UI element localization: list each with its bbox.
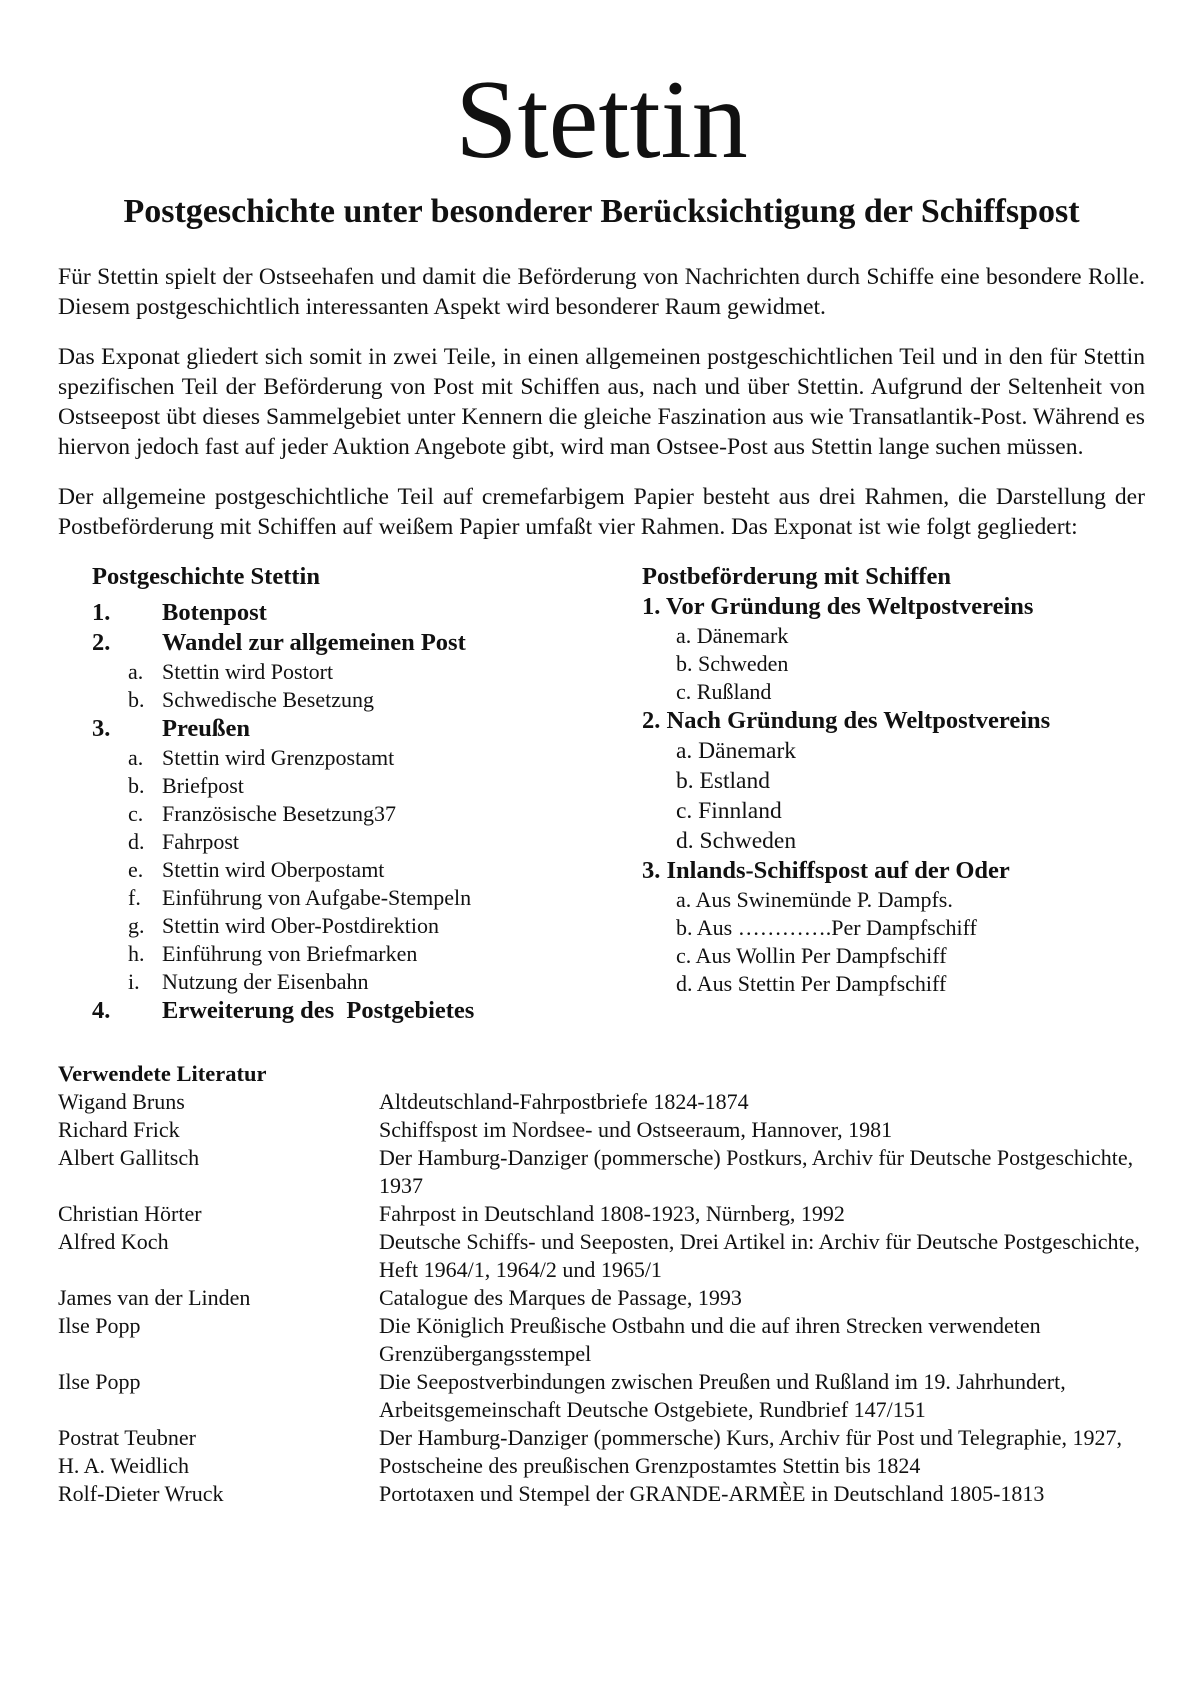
item-letter: c. (128, 801, 144, 826)
outline-item: d. Schweden (676, 828, 797, 854)
literature-title: Fahrpost in Deutschland 1808-1923, Nürnberg, 1992 (379, 1201, 845, 1226)
structure-paragraph: Das Exponat gliedert sich somit in zwei Teile, in einen allgemeinen postgeschichtlichen Teil und in den für Stettin spezifischen Teil der Beförderung von Post mit Schiffen aus, nach und über Stettin. Aufgrund der Seltenheit von Ostseepost übt dieses Sammelgebiet unter Kennern die gleiche Faszination aus wie Transatlantik-Post. Während es hiervon jedoch fast auf jeder Auktion Angebote gibt, wird man Ostsee-Post aus Stettin lange suchen müssen. (58, 344, 1145, 460)
outline-item (92, 856, 642, 884)
literature-title: Portotaxen und Stempel der GRANDE-ARMÈE in Deutschland 1805-1813 (379, 1481, 1045, 1506)
literature-author: Wigand Bruns (58, 1089, 185, 1114)
outline-item (92, 800, 642, 828)
outline-section (92, 996, 642, 1026)
outline-item (92, 744, 642, 772)
outline-section (92, 628, 642, 658)
literature-title: Die Königlich Preußische Ostbahn und die auf ihren Strecken verwendeten Grenzübergangsstempel (379, 1313, 1041, 1366)
literature-title: Catalogue des Marques de Passage, 1993 (379, 1285, 742, 1310)
outline-item: a. Dänemark (676, 623, 789, 648)
item-label: Einführung von Aufgabe-Stempeln (162, 885, 472, 910)
item-label: Französische Besetzung37 (162, 801, 396, 826)
outline-item: c. Rußland (676, 679, 772, 704)
schiffspost-heading: Postbeförderung mit Schiffen (642, 563, 951, 590)
literature-author: Ilse Popp (58, 1369, 141, 1394)
literature-author: Ilse Popp (58, 1313, 141, 1338)
literature-author: H. A. Weidlich (58, 1453, 190, 1478)
literature-row (58, 1368, 1145, 1424)
frames-paragraph: Der allgemeine postgeschichtliche Teil auf cremefarbigem Papier besteht aus drei Rahmen, die Darstellung der Postbeförderung mit Schiffen auf weißem Papier umfaßt vier Rahmen. Das Exponat ist wie folgt gegliedert: (58, 484, 1145, 540)
item-letter: h. (128, 941, 145, 966)
outline-section: 1. Vor Gründung des Weltpostvereins (642, 593, 1034, 620)
outline-item (92, 884, 642, 912)
section-number: 4. (92, 997, 111, 1024)
outline-item: a. Aus Swinemünde P. Dampfs. (676, 887, 953, 912)
item-letter: a. (128, 745, 144, 770)
item-label: Einführung von Briefmarken (162, 941, 418, 966)
literature-author: Richard Frick (58, 1117, 180, 1142)
section-label: Wandel zur allgemeinen Post (162, 629, 466, 656)
literature-author: Albert Gallitsch (58, 1145, 200, 1170)
intro-paragraph: Für Stettin spielt der Ostseehafen und damit die Beförderung von Nachrichten durch Schiffe eine besondere Rolle. Diesem postgeschichtlich interessanten Aspekt wird besonderer Raum gewidmet. (58, 264, 1145, 320)
outline-item (92, 686, 642, 714)
postgeschichte-column (58, 562, 642, 1026)
literature-title: Deutsche Schiffs- und Seeposten, Drei Artikel in: Archiv für Deutsche Postgeschichte, Heft 1964/1, 1964/2 und 1965/1 (379, 1229, 1140, 1282)
outline-item: c. Aus Wollin Per Dampfschiff (676, 943, 947, 968)
section-number: 1. (92, 599, 111, 626)
literature-author: Alfred Koch (58, 1229, 169, 1254)
item-label: Fahrpost (162, 829, 239, 854)
item-letter: d. (128, 829, 145, 854)
document-subtitle: Postgeschichte unter besonderer Berücksichtigung der Schiffspost (123, 193, 1080, 230)
outline-item: c. Finnland (676, 798, 782, 824)
literature-author: Christian Hörter (58, 1201, 202, 1226)
item-letter: e. (128, 857, 144, 882)
outline-item: b. Aus ………….Per Dampfschiff (676, 915, 977, 940)
section-label: Preußen (162, 715, 251, 742)
item-label: Schwedische Besetzung (162, 687, 374, 712)
item-label: Stettin wird Ober-Postdirektion (162, 913, 439, 938)
item-label: Stettin wird Oberpostamt (162, 857, 385, 882)
literature-title: Die Seepostverbindungen zwischen Preußen und Rußland im 19. Jahrhundert, Arbeitsgemeinschaft Deutsche Ostgebiete, Rundbrief 147/151 (379, 1369, 1066, 1422)
literature-title: Altdeutschland-Fahrpostbriefe 1824-1874 (379, 1089, 749, 1114)
section-number: 2. (92, 629, 111, 656)
section-label: Erweiterung des Postgebietes (162, 997, 475, 1024)
item-letter: a. (128, 659, 144, 684)
outline-item (92, 912, 642, 940)
literature-title: Postscheine des preußischen Grenzpostamtes Stettin bis 1824 (379, 1453, 921, 1478)
outline-item (92, 772, 642, 800)
document-page (58, 60, 1145, 1508)
outline-item: d. Aus Stettin Per Dampfschiff (676, 971, 947, 996)
outline-item (92, 968, 642, 996)
item-letter: g. (128, 913, 145, 938)
outline-item (92, 940, 642, 968)
schiffspost-column (642, 562, 1145, 1026)
outline-section: 3. Inlands-Schiffspost auf der Oder (642, 857, 1010, 884)
item-letter: b. (128, 687, 145, 712)
outline-section: 2. Nach Gründung des Weltpostvereins (642, 707, 1051, 734)
outline-columns (58, 562, 1145, 1026)
item-letter: i. (128, 969, 140, 994)
item-label: Stettin wird Postort (162, 659, 334, 684)
literature-row (58, 1284, 1145, 1312)
item-label: Stettin wird Grenzpostamt (162, 745, 395, 770)
outline-item (92, 658, 642, 686)
outline-item: b. Schweden (676, 651, 789, 676)
literature-list (58, 1088, 1145, 1508)
literature-row (58, 1312, 1145, 1368)
literature-row (58, 1088, 1145, 1116)
literature-author: Postrat Teubner (58, 1425, 196, 1450)
literature-author: Rolf-Dieter Wruck (58, 1481, 224, 1506)
literature-row (58, 1200, 1145, 1228)
literature-row (58, 1228, 1145, 1284)
item-label: Nutzung der Eisenbahn (162, 969, 369, 994)
outline-section (92, 714, 642, 744)
section-label: Botenpost (162, 599, 267, 626)
outline-section (92, 598, 642, 628)
literature-row (58, 1424, 1145, 1452)
literature-heading: Verwendete Literatur (58, 1061, 267, 1086)
item-label: Briefpost (162, 773, 244, 798)
literature-title: Der Hamburg-Danziger (pommersche) Postkurs, Archiv für Deutsche Postgeschichte, 1937 (379, 1145, 1134, 1198)
section-number: 3. (92, 715, 111, 742)
outline-item: b. Estland (676, 768, 770, 794)
literature-title: Der Hamburg-Danziger (pommersche) Kurs, Archiv für Post und Telegraphie, 1927, (379, 1425, 1123, 1450)
literature-row (58, 1144, 1145, 1200)
outline-item (92, 828, 642, 856)
literature-row (58, 1116, 1145, 1144)
document-title: Stettin (455, 58, 748, 182)
item-letter: f. (128, 885, 141, 910)
literature-author: James van der Linden (58, 1285, 251, 1310)
item-letter: b. (128, 773, 145, 798)
literature-row (58, 1480, 1145, 1508)
outline-item: a. Dänemark (676, 738, 797, 764)
literature-row (58, 1452, 1145, 1480)
postgeschichte-heading: Postgeschichte Stettin (92, 563, 320, 590)
literature-title: Schiffspost im Nordsee- und Ostseeraum, Hannover, 1981 (379, 1117, 893, 1142)
